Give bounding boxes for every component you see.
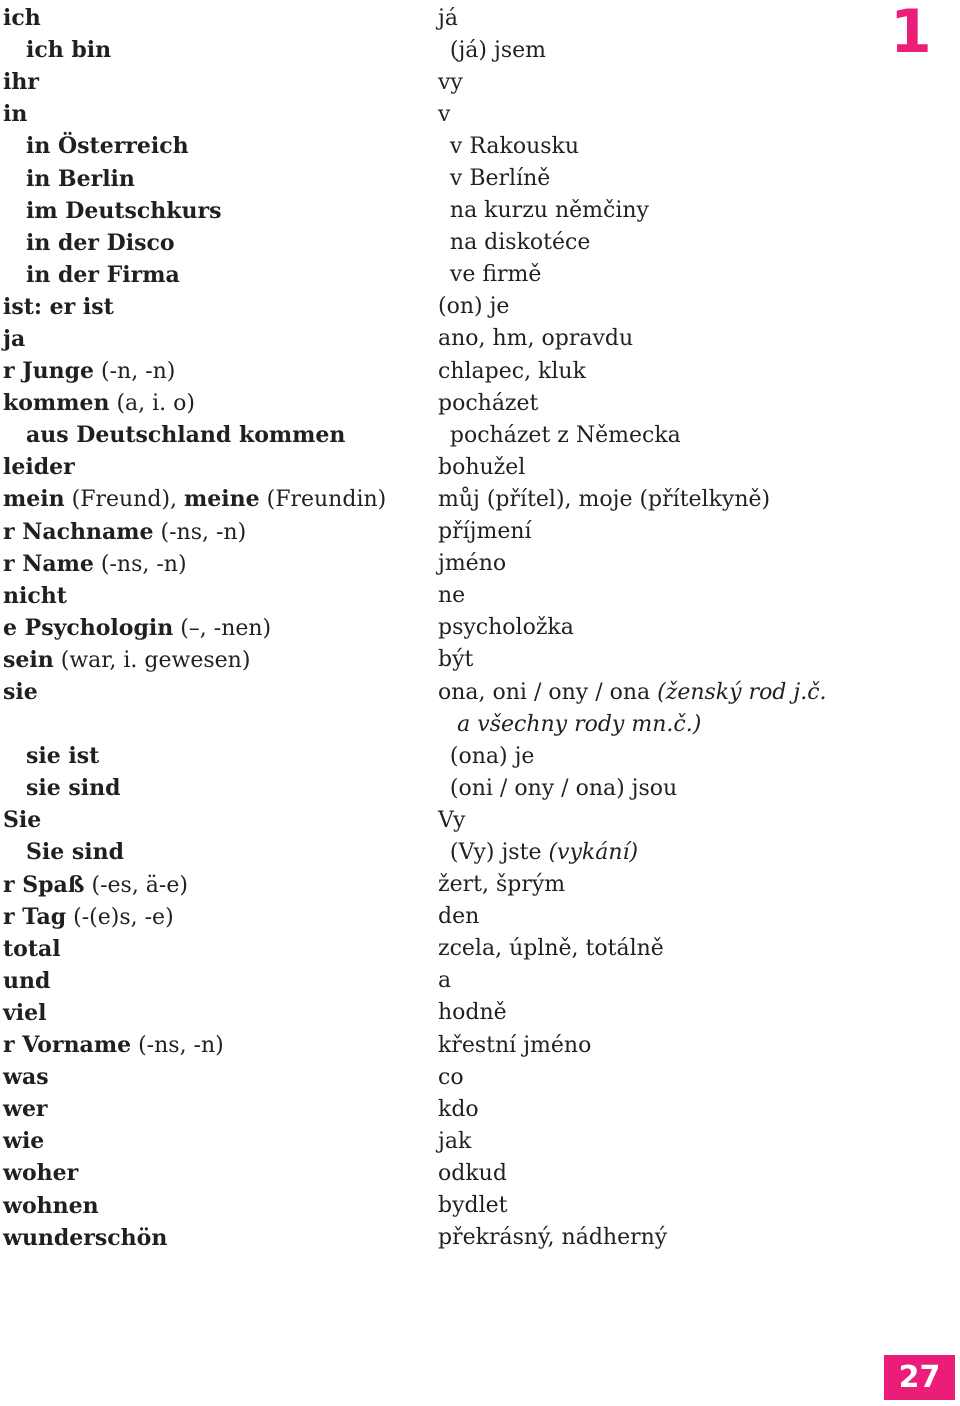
czech-translation bbox=[438, 647, 880, 672]
czech-translation bbox=[427, 423, 880, 448]
vocab-row bbox=[0, 1093, 880, 1125]
german-term-part: in der Disco bbox=[26, 229, 175, 256]
german-term-part: r Tag bbox=[3, 903, 67, 930]
czech-translation-part: (Vy) jste bbox=[449, 839, 549, 865]
vocab-row bbox=[0, 612, 880, 644]
german-term-part: wohnen bbox=[3, 1192, 99, 1219]
german-term bbox=[0, 230, 427, 256]
czech-translation bbox=[438, 872, 880, 897]
vocab-row bbox=[0, 355, 880, 387]
german-term bbox=[0, 486, 438, 512]
german-term-part: total bbox=[3, 935, 61, 962]
vocab-row bbox=[0, 772, 880, 804]
czech-translation bbox=[438, 1129, 880, 1154]
czech-translation-part: bydlet bbox=[438, 1193, 508, 1219]
german-term bbox=[0, 1096, 438, 1122]
german-term bbox=[0, 358, 438, 384]
czech-translation-part: (já) jsem bbox=[449, 37, 546, 63]
vocab-row bbox=[0, 804, 880, 836]
german-term-part: in bbox=[3, 101, 28, 128]
german-term-part: was bbox=[3, 1064, 49, 1091]
german-term bbox=[0, 37, 427, 63]
german-term-part: wie bbox=[3, 1128, 45, 1155]
czech-translation-part: na kurzu němčiny bbox=[449, 198, 649, 224]
czech-translation-part: ona, oni / ony / ona bbox=[438, 679, 658, 705]
czech-translation bbox=[438, 1033, 880, 1058]
german-term bbox=[0, 166, 427, 192]
vocab-row bbox=[0, 483, 880, 515]
german-term bbox=[0, 968, 438, 994]
czech-translation bbox=[419, 712, 880, 737]
czech-translation-part: a bbox=[438, 968, 452, 994]
czech-translation bbox=[438, 326, 880, 351]
czech-translation-part: ne bbox=[438, 583, 466, 609]
czech-translation-part: v bbox=[438, 101, 451, 127]
czech-translation-part: ano, hm, opravdu bbox=[438, 326, 634, 352]
czech-translation bbox=[438, 102, 880, 127]
german-term-part: (war, i. gewesen) bbox=[53, 647, 251, 673]
vocab-row bbox=[0, 1157, 880, 1189]
german-term-part: wer bbox=[3, 1096, 48, 1123]
vocab-row bbox=[0, 708, 880, 740]
czech-translation-part: jméno bbox=[438, 551, 507, 577]
chapter-number: 1 bbox=[890, 0, 932, 67]
vocab-row bbox=[0, 933, 880, 965]
german-term bbox=[0, 1160, 438, 1186]
german-term-part: (-es, ä-e) bbox=[84, 872, 188, 898]
vocab-row bbox=[0, 1061, 880, 1093]
czech-translation bbox=[438, 551, 880, 576]
german-term-part: in Österreich bbox=[26, 133, 189, 160]
vocab-row bbox=[0, 451, 880, 483]
czech-translation bbox=[438, 1065, 880, 1090]
german-term-part: im Deutschkurs bbox=[26, 197, 222, 224]
page-number-badge: 27 bbox=[884, 1355, 955, 1400]
vocab-row bbox=[0, 34, 880, 66]
czech-translation-part: já bbox=[438, 5, 458, 31]
german-term-part: wunderschön bbox=[3, 1224, 168, 1251]
german-term-part: (-ns, -n) bbox=[93, 551, 187, 577]
german-term bbox=[0, 936, 438, 962]
german-term-part: r Junge bbox=[3, 358, 95, 385]
czech-translation-part: kdo bbox=[438, 1096, 479, 1122]
german-term-part: Sie bbox=[3, 807, 42, 834]
vocab-row bbox=[0, 1189, 880, 1221]
czech-translation bbox=[438, 1000, 880, 1025]
german-term-part: ja bbox=[3, 325, 26, 352]
czech-translation-part: odkud bbox=[438, 1160, 507, 1186]
german-term bbox=[0, 583, 438, 609]
german-term-part: sein bbox=[3, 646, 54, 673]
german-term bbox=[0, 1193, 438, 1219]
czech-translation-part: a všechny rody mn.č.) bbox=[457, 711, 702, 737]
german-term-part: mein bbox=[3, 486, 65, 513]
german-term-part: und bbox=[3, 967, 51, 994]
czech-translation-part: (oni / ony / ona) jsou bbox=[449, 775, 678, 801]
vocab-row bbox=[0, 323, 880, 355]
german-term-part: (–, -nen) bbox=[173, 615, 272, 641]
german-term-part: nicht bbox=[3, 582, 67, 609]
czech-translation-part: pocházet z Německa bbox=[449, 422, 681, 448]
czech-translation-part: překrásný, nádherný bbox=[438, 1225, 668, 1251]
czech-translation bbox=[438, 615, 880, 640]
czech-translation bbox=[438, 6, 880, 31]
czech-translation bbox=[427, 134, 880, 159]
german-term bbox=[0, 1032, 438, 1058]
german-term-part: e Psychologin bbox=[3, 614, 174, 641]
german-term bbox=[0, 1128, 438, 1154]
german-term-part: in Berlin bbox=[26, 165, 135, 192]
german-term bbox=[0, 422, 427, 448]
czech-translation-part: žert, šprým bbox=[438, 872, 566, 898]
czech-translation-part: Vy bbox=[438, 807, 466, 833]
german-term-part: (Freund), bbox=[64, 487, 185, 513]
vocab-row bbox=[0, 740, 880, 772]
german-term bbox=[0, 839, 427, 865]
czech-translation-part: (ona) je bbox=[449, 743, 535, 769]
czech-translation-part: zcela, úplně, totálně bbox=[438, 936, 664, 962]
czech-translation-part: můj (přítel), moje (přítelkyně) bbox=[438, 486, 771, 512]
german-term-part: ich bbox=[3, 5, 41, 32]
vocab-row bbox=[0, 387, 880, 419]
czech-translation-part: vy bbox=[438, 69, 463, 95]
vocab-row bbox=[0, 901, 880, 933]
czech-translation bbox=[438, 1097, 880, 1122]
czech-translation bbox=[427, 230, 880, 255]
vocabulary-list bbox=[0, 2, 880, 1254]
czech-translation bbox=[438, 968, 880, 993]
czech-translation-part: na diskotéce bbox=[449, 230, 591, 256]
german-term-part: (-n, -n) bbox=[94, 359, 176, 385]
german-term-part: ist: er ist bbox=[3, 293, 114, 320]
german-term-part: sie ist bbox=[26, 743, 100, 770]
german-term-part: Sie sind bbox=[26, 839, 125, 866]
german-term bbox=[0, 262, 427, 288]
czech-translation-part: být bbox=[438, 647, 474, 673]
czech-translation bbox=[438, 936, 880, 961]
czech-translation bbox=[438, 1161, 880, 1186]
vocab-row bbox=[0, 1029, 880, 1061]
czech-translation bbox=[438, 583, 880, 608]
german-term bbox=[0, 551, 438, 577]
czech-translation-part: v Rakousku bbox=[449, 133, 580, 159]
german-term bbox=[0, 454, 438, 480]
german-term bbox=[0, 519, 438, 545]
german-term-part: viel bbox=[3, 999, 47, 1026]
czech-translation bbox=[438, 680, 880, 705]
german-term-part: leider bbox=[3, 454, 75, 481]
vocab-row bbox=[0, 419, 880, 451]
german-term-part: in der Firma bbox=[26, 261, 180, 288]
czech-translation bbox=[427, 744, 880, 769]
vocab-row bbox=[0, 965, 880, 997]
czech-translation-part: den bbox=[438, 904, 480, 930]
german-term-part: r Name bbox=[3, 550, 94, 577]
czech-translation-part: psycholožka bbox=[438, 615, 574, 641]
vocab-row bbox=[0, 516, 880, 548]
german-term-part: r Nachname bbox=[3, 518, 154, 545]
vocab-row bbox=[0, 2, 880, 34]
german-term bbox=[0, 294, 438, 320]
czech-translation bbox=[438, 359, 880, 384]
vocab-row bbox=[0, 227, 880, 259]
german-term-part: ich bin bbox=[26, 37, 112, 64]
german-term-part: meine bbox=[184, 486, 260, 513]
vocab-row bbox=[0, 644, 880, 676]
czech-translation bbox=[438, 808, 880, 833]
german-term bbox=[0, 101, 438, 127]
german-term-part: r Vorname bbox=[3, 1032, 132, 1059]
czech-translation bbox=[427, 262, 880, 287]
czech-translation bbox=[438, 519, 880, 544]
czech-translation-part: ve firmě bbox=[449, 262, 542, 288]
czech-translation-part: (ženský rod j.č. bbox=[657, 679, 827, 705]
german-term-part: (-ns, -n) bbox=[131, 1033, 224, 1059]
vocab-row bbox=[0, 66, 880, 98]
german-term-part: (a, i. o) bbox=[109, 391, 195, 417]
czech-translation-part: křestní jméno bbox=[438, 1032, 592, 1058]
german-term-part: r Spaß bbox=[3, 871, 85, 898]
czech-translation-part: příjmení bbox=[438, 519, 532, 545]
czech-translation-part: co bbox=[438, 1064, 464, 1090]
czech-translation bbox=[438, 487, 880, 512]
czech-translation-part: jak bbox=[438, 1128, 472, 1154]
vocab-row bbox=[0, 195, 880, 227]
german-term bbox=[0, 615, 438, 641]
vocab-row bbox=[0, 676, 880, 708]
vocab-row bbox=[0, 130, 880, 162]
vocab-row bbox=[0, 259, 880, 291]
czech-translation bbox=[438, 455, 880, 480]
vocab-row bbox=[0, 580, 880, 612]
vocab-row bbox=[0, 98, 880, 130]
czech-translation bbox=[427, 38, 880, 63]
czech-translation bbox=[438, 904, 880, 929]
german-term bbox=[0, 775, 427, 801]
german-term-part: (-(e)s, -e) bbox=[66, 904, 174, 930]
german-term bbox=[0, 904, 438, 930]
czech-translation bbox=[427, 776, 880, 801]
vocab-row bbox=[0, 1125, 880, 1157]
czech-translation-part: (vykání) bbox=[548, 839, 639, 865]
vocab-row bbox=[0, 548, 880, 580]
czech-translation bbox=[438, 70, 880, 95]
german-term bbox=[0, 872, 438, 898]
vocab-row bbox=[0, 291, 880, 323]
german-term bbox=[0, 69, 438, 95]
german-term-part: ihr bbox=[3, 69, 39, 96]
german-term-part: sie sind bbox=[26, 775, 121, 802]
vocab-row bbox=[0, 162, 880, 194]
vocab-row bbox=[0, 869, 880, 901]
german-term-part: woher bbox=[3, 1160, 79, 1187]
german-term bbox=[0, 679, 438, 705]
vocab-row bbox=[0, 997, 880, 1029]
czech-translation-part: hodně bbox=[438, 1000, 507, 1026]
german-term bbox=[0, 198, 427, 224]
czech-translation bbox=[438, 294, 880, 319]
german-term bbox=[0, 133, 427, 159]
czech-translation bbox=[438, 391, 880, 416]
czech-translation bbox=[438, 1193, 880, 1218]
german-term bbox=[0, 807, 438, 833]
german-term-part: sie bbox=[3, 679, 38, 706]
czech-translation-part: pocházet bbox=[438, 390, 539, 416]
german-term bbox=[0, 390, 438, 416]
vocab-row bbox=[0, 836, 880, 868]
german-term-part: aus Deutschland kommen bbox=[26, 422, 346, 449]
czech-translation-part: chlapec, kluk bbox=[438, 358, 586, 384]
czech-translation-part: (on) je bbox=[438, 294, 510, 320]
czech-translation bbox=[427, 166, 880, 191]
german-term bbox=[0, 326, 438, 352]
german-term-part: (-ns, -n) bbox=[153, 519, 247, 545]
german-term bbox=[0, 743, 427, 769]
german-term-part: kommen bbox=[3, 390, 110, 417]
german-term bbox=[0, 647, 438, 673]
czech-translation bbox=[438, 1225, 880, 1250]
czech-translation-part: v Berlíně bbox=[449, 166, 551, 192]
german-term bbox=[0, 1064, 438, 1090]
german-term bbox=[0, 5, 438, 31]
german-term bbox=[0, 1000, 438, 1026]
czech-translation bbox=[427, 198, 880, 223]
czech-translation bbox=[427, 840, 880, 865]
german-term bbox=[0, 1225, 438, 1251]
vocab-row bbox=[0, 1222, 880, 1254]
german-term-part: (Freundin) bbox=[259, 487, 387, 513]
czech-translation-part: bohužel bbox=[438, 454, 526, 480]
